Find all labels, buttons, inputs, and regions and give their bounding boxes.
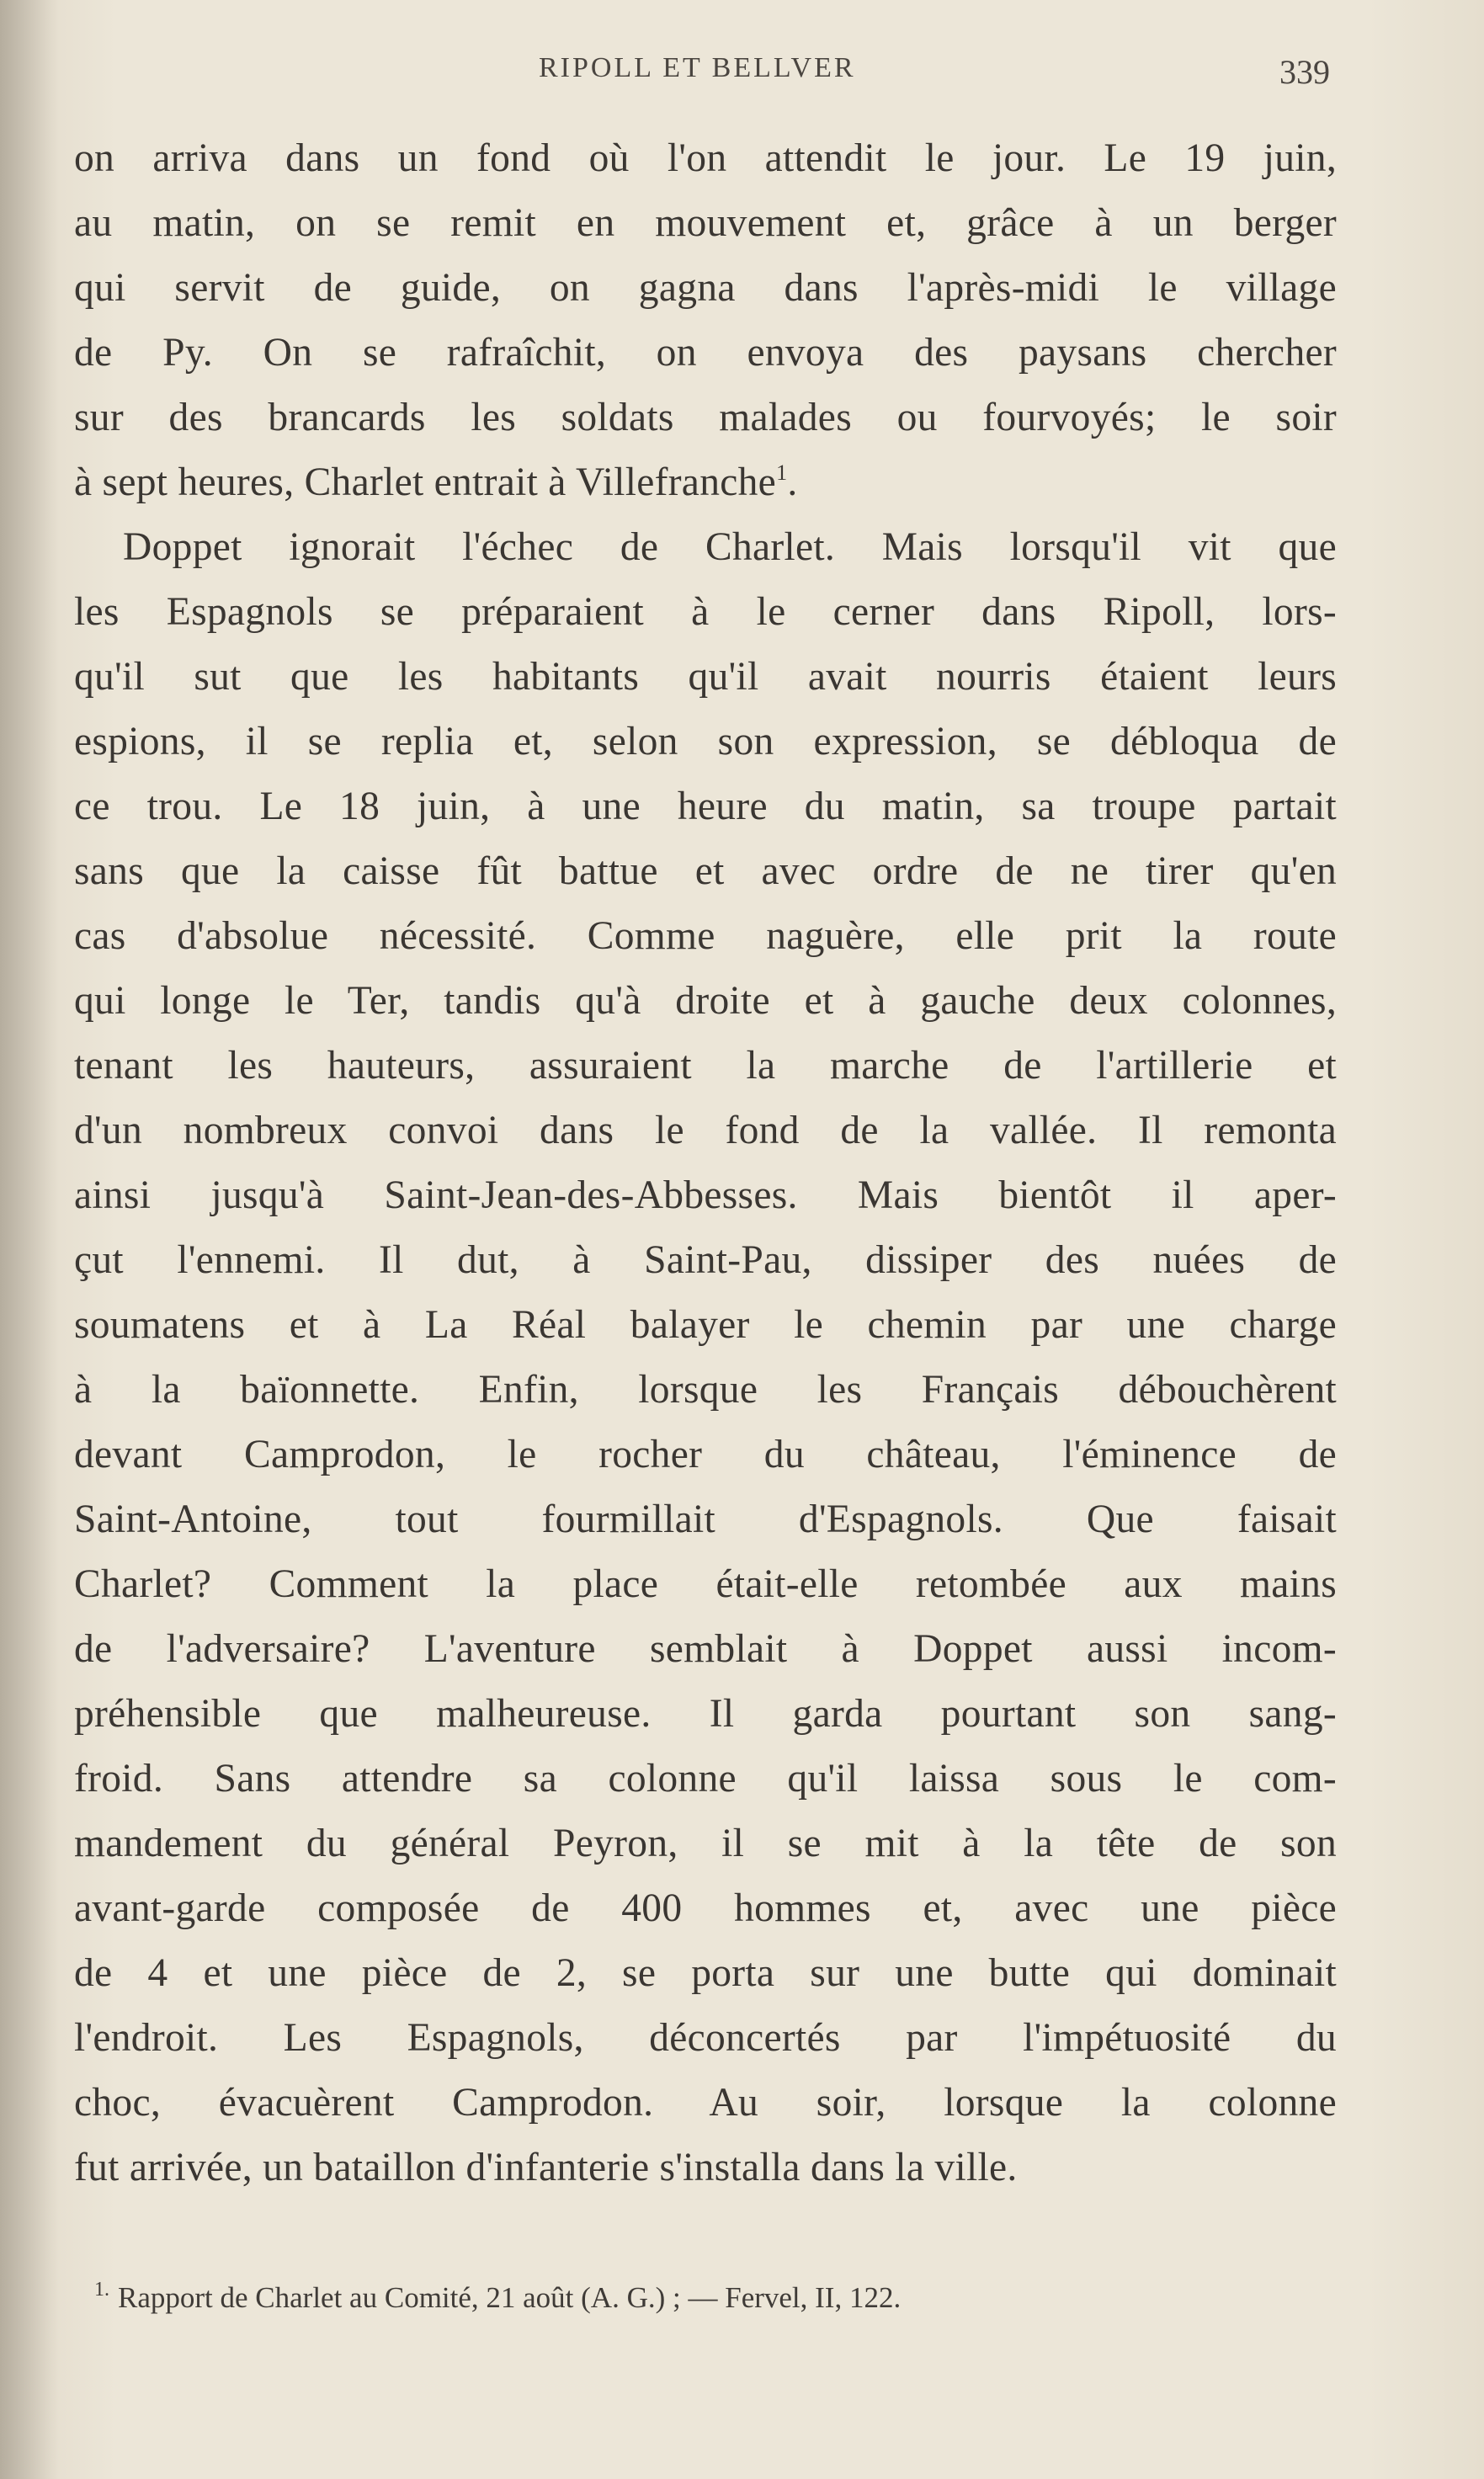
binding-shadow (0, 0, 59, 2479)
running-title: RIPOLL ET BELLVER (539, 52, 856, 83)
text-line-1: on arriva dans un fond où l'on attendit le jour. Le 19 juin, (74, 136, 1337, 180)
text-line-7: Doppet ignorait l'échec de Charlet. Mais lorsqu'il vit que (123, 525, 1337, 569)
footnote-reference: 1 (776, 460, 788, 485)
footnote (94, 2273, 1290, 2315)
text-line-5: sur des brancards les soldats malades ou fourvoyés; le soir (74, 396, 1337, 439)
text-line-29: de 4 et une pièce de 2, se porta sur une butte qui dominait (74, 1951, 1337, 1995)
running-head (0, 52, 1484, 94)
text-line-32: fut arrivée, un bataillon d'infanterie s'installa dans la ville. (74, 2146, 1018, 2189)
text-line-12: sans que la caisse fût battue et avec ordre de ne tirer qu'en (74, 849, 1337, 893)
text-line-4: de Py. On se rafraîchit, on envoya des paysans chercher (74, 331, 1337, 375)
text-line-15: tenant les hauteurs, assuraient la marche de l'artillerie et (74, 1044, 1337, 1088)
page-number: 339 (1279, 53, 1330, 91)
text-line-30: l'endroit. Les Espagnols, déconcertés par l'impétuosité du (74, 2016, 1337, 2060)
text-line-24: de l'adversaire? L'aventure semblait à Doppet aussi incom- (74, 1627, 1337, 1671)
text-line-16: d'un nombreux convoi dans le fond de la vallée. Il remonta (74, 1109, 1337, 1152)
text-line-31: choc, évacuèrent Camprodon. Au soir, lorsque la colonne (74, 2081, 1337, 2125)
text-line-13: cas d'absolue nécessité. Comme naguère, elle prit la route (74, 914, 1337, 958)
text-line-17: ainsi jusqu'à Saint-Jean-des-Abbesses. Mais bientôt il aper- (74, 1173, 1337, 1217)
text-line-3: qui servit de guide, on gagna dans l'après-midi le village (74, 266, 1337, 310)
text-line-19: soumatens et à La Réal balayer le chemin par une charge (74, 1303, 1337, 1347)
body-text (74, 126, 1337, 2200)
text-line-20: à la baïonnette. Enfin, lorsque les Français débouchèrent (74, 1368, 1337, 1412)
text-line-11: ce trou. Le 18 juin, à une heure du matin, sa troupe partait (74, 785, 1337, 828)
text-line-6 (74, 450, 1337, 515)
text-line-22: Saint-Antoine, tout fourmillait d'Espagnols. Que faisait (74, 1498, 1337, 1541)
text-line-6-body: à sept heures, Charlet entrait à Villefranche (74, 460, 777, 504)
text-line-10: espions, il se replia et, selon son expression, se débloqua de (74, 720, 1337, 763)
text-line-27: mandement du général Peyron, il se mit à la tête de son (74, 1822, 1337, 1865)
text-line-26: froid. Sans attendre sa colonne qu'il laissa sous le com- (74, 1757, 1337, 1801)
text-line-8: les Espagnols se préparaient à le cerner dans Ripoll, lors- (74, 590, 1337, 634)
text-line-23: Charlet? Comment la place était-elle retombée aux mains (74, 1562, 1337, 1606)
text-line-28: avant-garde composée de 400 hommes et, avec une pièce (74, 1886, 1337, 1930)
text-line-2: au matin, on se remit en mouvement et, grâce à un berger (74, 201, 1337, 245)
footnote-text: Rapport de Charlet au Comité, 21 août (A. G.) ; — Fervel, II, 122. (118, 2281, 902, 2314)
text-line-18: çut l'ennemi. Il dut, à Saint-Pau, dissiper des nuées de (74, 1238, 1337, 1282)
text-line-25: préhensible que malheureuse. Il garda pourtant son sang- (74, 1692, 1337, 1736)
text-line-6-period: . (787, 460, 798, 504)
text-line-14: qui longe le Ter, tandis qu'à droite et à gauche deux colonnes, (74, 979, 1337, 1023)
text-line-9: qu'il sut que les habitants qu'il avait nourris étaient leurs (74, 655, 1337, 699)
footnote-number: 1. (94, 2279, 109, 2301)
text-line-21: devant Camprodon, le rocher du château, l'éminence de (74, 1433, 1337, 1476)
